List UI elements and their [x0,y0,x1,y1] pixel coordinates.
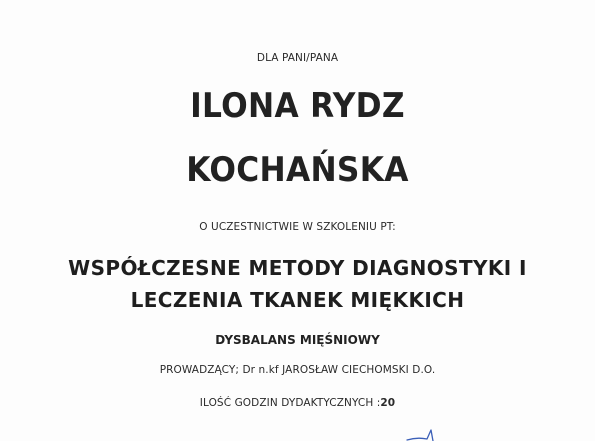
instructor-label: PROWADZĄCY; [159,364,240,376]
instructor-line [0,364,595,376]
training-subtitle: DYSBALANS MIĘŚNIOWY [215,333,380,347]
recipient-name-line2: KOCHAŃSKA [186,150,409,190]
signature-mark [405,428,445,441]
recipient-prefix: DLA PANI/PANA [256,52,339,64]
hours-value: 20 [380,397,396,409]
instructor-name: Dr n.kf JAROSŁAW CIECHOMSKI D.O. [242,364,436,376]
recipient-name-line1: ILONA RYDZ [190,86,405,126]
training-title-line1: WSPÓŁCZESNE METODY DIAGNOSTYKI I [68,256,527,280]
hours-label: ILOŚĆ GODZIN DYDAKTYCZNYCH : [199,397,381,409]
training-intro: O UCZESTNICTWIE W SZKOLENIU PT: [199,221,396,233]
training-title-line2: LECZENIA TKANEK MIĘKKICH [130,288,465,312]
hours-line [0,397,595,409]
